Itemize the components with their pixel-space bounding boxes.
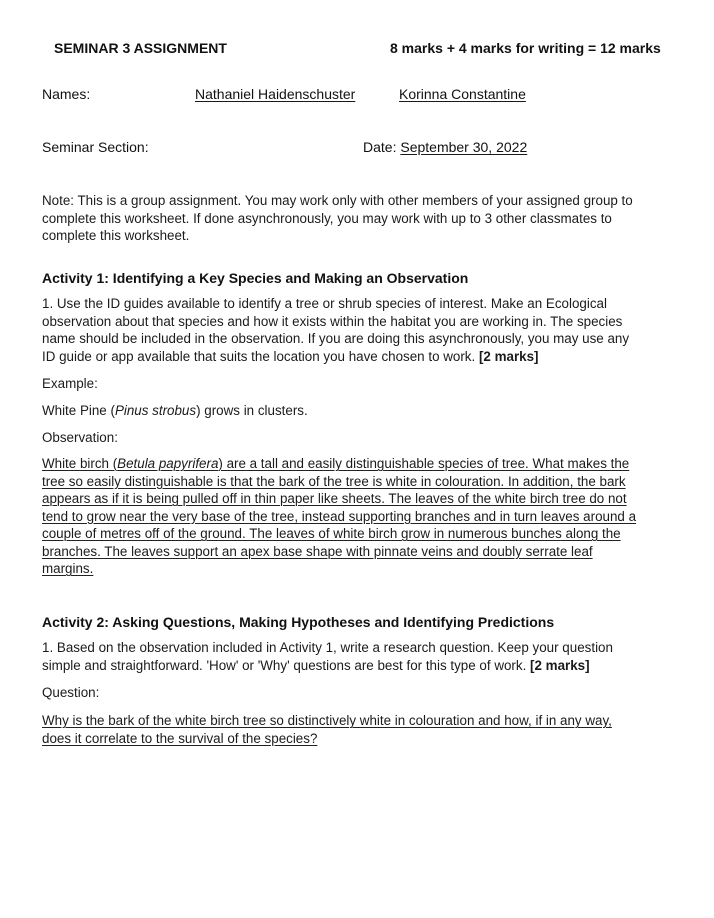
answer-line: couple of metres off of the ground. The leaves of white birch grow in numerous bunches along the xyxy=(42,526,621,541)
marks-summary: 8 marks + 4 marks for writing = 12 marks xyxy=(390,40,661,56)
marks-badge: [2 marks] xyxy=(530,657,590,673)
answer-line xyxy=(42,455,674,473)
answer-post: ) are a tall and easily distinguishable species of tree. What makes the xyxy=(218,456,630,471)
answer-line: tree so easily distinguishable is that the bark of the tree is white in colouration. In addition, the bark xyxy=(42,473,626,489)
date-label: Date: xyxy=(363,139,397,155)
note-line: complete this worksheet. xyxy=(42,228,190,243)
activity-2-heading: Activity 2: Asking Questions, Making Hypotheses and Identifying Predictions xyxy=(42,614,555,630)
example-text xyxy=(42,402,308,420)
student-name-1: Nathaniel Haidenschuster xyxy=(195,86,356,102)
answer-pre: White birch ( xyxy=(42,456,118,471)
names-label: Names: xyxy=(42,86,91,102)
answer-line: Why is the bark of the white birch tree so distinctively white in colouration and how, if in any way, xyxy=(42,713,612,728)
instruction-text: simple and straightforward. 'How' or 'Why' questions are best for this type of work. xyxy=(42,657,527,673)
instruction-line: 1. Use the ID guides available to identify a tree or shrub species of interest. Make an Ecological xyxy=(42,296,607,311)
observation-label: Observation: xyxy=(42,430,118,445)
answer-latin-name: Betula papyrifera xyxy=(117,456,219,471)
marks-badge: [2 marks] xyxy=(478,348,539,364)
answer-line: does it correlate to the survival of the species? xyxy=(42,730,318,746)
date-field xyxy=(363,139,527,156)
activity-1-instructions xyxy=(42,295,682,365)
answer-line: tend to grow near the very base of the tree, instead supporting branches and in turn leaves around a xyxy=(42,508,637,524)
answer-line: margins. xyxy=(42,561,94,576)
answer-line: branches. The leaves support an apex base shape with pinnate veins and doubly serrate leaf xyxy=(42,543,593,559)
example-pre: White Pine ( xyxy=(42,403,115,418)
example-latin-name: Pinus strobus xyxy=(114,403,197,418)
answer-line: appears as if it is being pulled off in thin paper like sheets. The leaves of the white birch tree do not xyxy=(42,491,627,506)
group-note xyxy=(42,192,672,245)
example-post: ) grows in clusters. xyxy=(196,403,308,418)
date-value: September 30, 2022 xyxy=(400,139,528,155)
instruction-line: name should be included in the observation. If you are doing this asynchronously, you may use any xyxy=(42,331,630,346)
student-name-2: Korinna Constantine xyxy=(399,86,526,102)
instruction-line: observation about that species and how it exists within the habitat you are working in. The species xyxy=(42,313,623,329)
instruction-text: ID guide or app available that suits the location you have chosen to work. xyxy=(42,348,476,364)
instruction-line xyxy=(42,657,682,675)
observation-answer xyxy=(42,455,674,578)
question-label: Question: xyxy=(42,685,100,700)
note-line: Note: This is a group assignment. You may work only with other members of your assigned group to xyxy=(42,193,633,208)
example-label: Example: xyxy=(42,376,98,391)
question-answer xyxy=(42,712,674,747)
seminar-section-label: Seminar Section: xyxy=(42,139,149,155)
note-line: complete this worksheet. If done asynchronously, you may work with up to 3 other classmates to xyxy=(42,210,612,226)
instruction-line xyxy=(42,348,682,366)
activity-2-instructions xyxy=(42,639,682,674)
instruction-line: 1. Based on the observation included in Activity 1, write a research question. Keep your question xyxy=(42,640,613,655)
assignment-title: SEMINAR 3 ASSIGNMENT xyxy=(54,40,227,56)
activity-1-heading: Activity 1: Identifying a Key Species and Making an Observation xyxy=(42,270,469,286)
